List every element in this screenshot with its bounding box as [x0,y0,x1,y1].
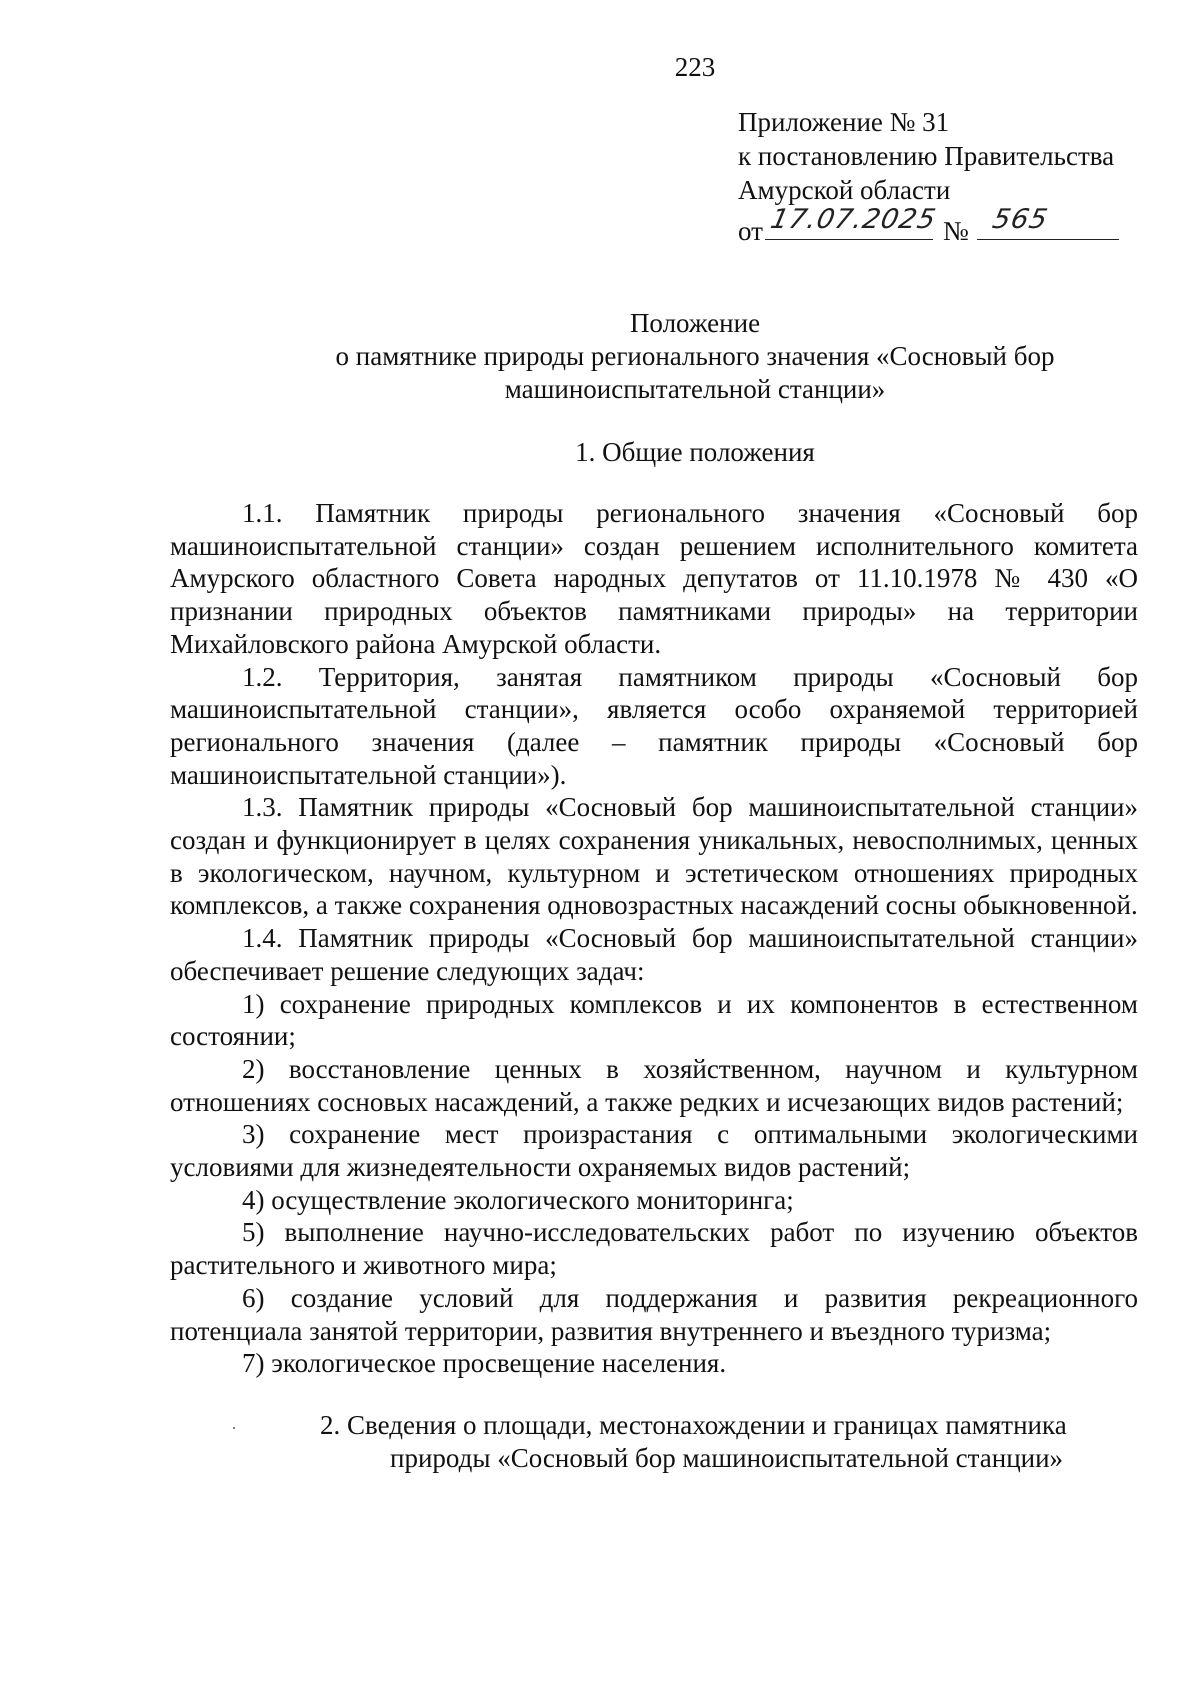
task-item-3: 3) сохранение мест произрастания с оптимальными экологическими условиями для жизнедеятельности охраняемых видов растений; [170,1119,1138,1183]
appendix-line-1: Приложение № 31 [738,107,950,137]
number-label: № [942,216,969,246]
task-item-2: 2) восстановление ценных в хозяйственном, научном и культурном отношениях сосновых насаждений, а также редких и исчезающих видов растений; [170,1053,1138,1117]
paragraph-1-2: 1.2. Территория, занятая памятником природы «Сосновый бор машиноиспытательной станции», является особо охраняемой территорией регионального значения (далее – памятник природы «Сосновый бор машиноиспытательной станции»). [170,661,1138,790]
paragraph-1-1: 1.1. Памятник природы регионального значения «Сосновый бор машиноиспытательной станции» создан решением исполнительного комитета Амурского областного Совета народных депутатов от 11.10.1978 № 430 «О признании природных объектов памятниками природы» на территории Михайловского района Амурской области. [170,498,1138,659]
section-2-heading [170,1409,1138,1475]
paragraph-1-4: 1.4. Памятник природы «Сосновый бор машиноиспытательной станции» обеспечивает решение следующих задач: [170,923,1138,986]
section-1-heading: 1. Общие положения [575,437,815,467]
title-line-1: Положение [629,308,761,338]
title-line-3: машиноиспытательной станции» [504,374,886,404]
section-1-body [170,497,1138,1380]
task-item-4: 4) осуществление экологического мониторинга; [242,1184,794,1215]
handwritten-date: 17.07.2025 [767,204,939,235]
date-field [765,204,939,240]
title-line-2: о памятнике природы регионального значения «Сосновый бор [335,341,1055,371]
appendix-block [738,105,1119,248]
appendix-line-2: к постановлению Правительства [738,141,1115,171]
task-item-7: 7) экологическое просвещение населения. [242,1348,727,1379]
section-2-heading-line-1: 2. Сведения о площади, местонахождении и границах памятника [320,1410,1067,1440]
task-item-6: 6) создание условий для поддержания и развития рекреационного потенциала занятой территории, развития внутреннего и въездного туризма; [170,1282,1138,1346]
handwritten-number: 565 [989,204,1051,235]
from-label: от [738,216,763,246]
appendix-line-3: Амурской области [738,175,951,205]
number-field [977,204,1119,240]
paragraph-1-3: 1.3. Памятник природы «Сосновый бор машиноиспытательной станции» создан и функционирует в целях сохранения уникальных, невосполнимых, ценных в экологическом, научном, культурном и эстетическом отношениях природных комплексов, а также сохранения одновозрастных насаждений сосны обыкновенной. [170,792,1138,921]
appendix-date-number-row [738,204,1119,248]
section-2-heading-line-2: природы «Сосновый бор машиноиспытательной станции» [390,1443,1064,1473]
page-number: 223 [674,52,716,82]
task-item-5: 5) выполнение научно-исследовательских работ по изучению объектов растительного и животного мира; [170,1217,1138,1281]
task-item-1: 1) сохранение природных комплексов и их компонентов в естественном состоянии; [170,988,1138,1052]
document-title [90,307,1200,406]
